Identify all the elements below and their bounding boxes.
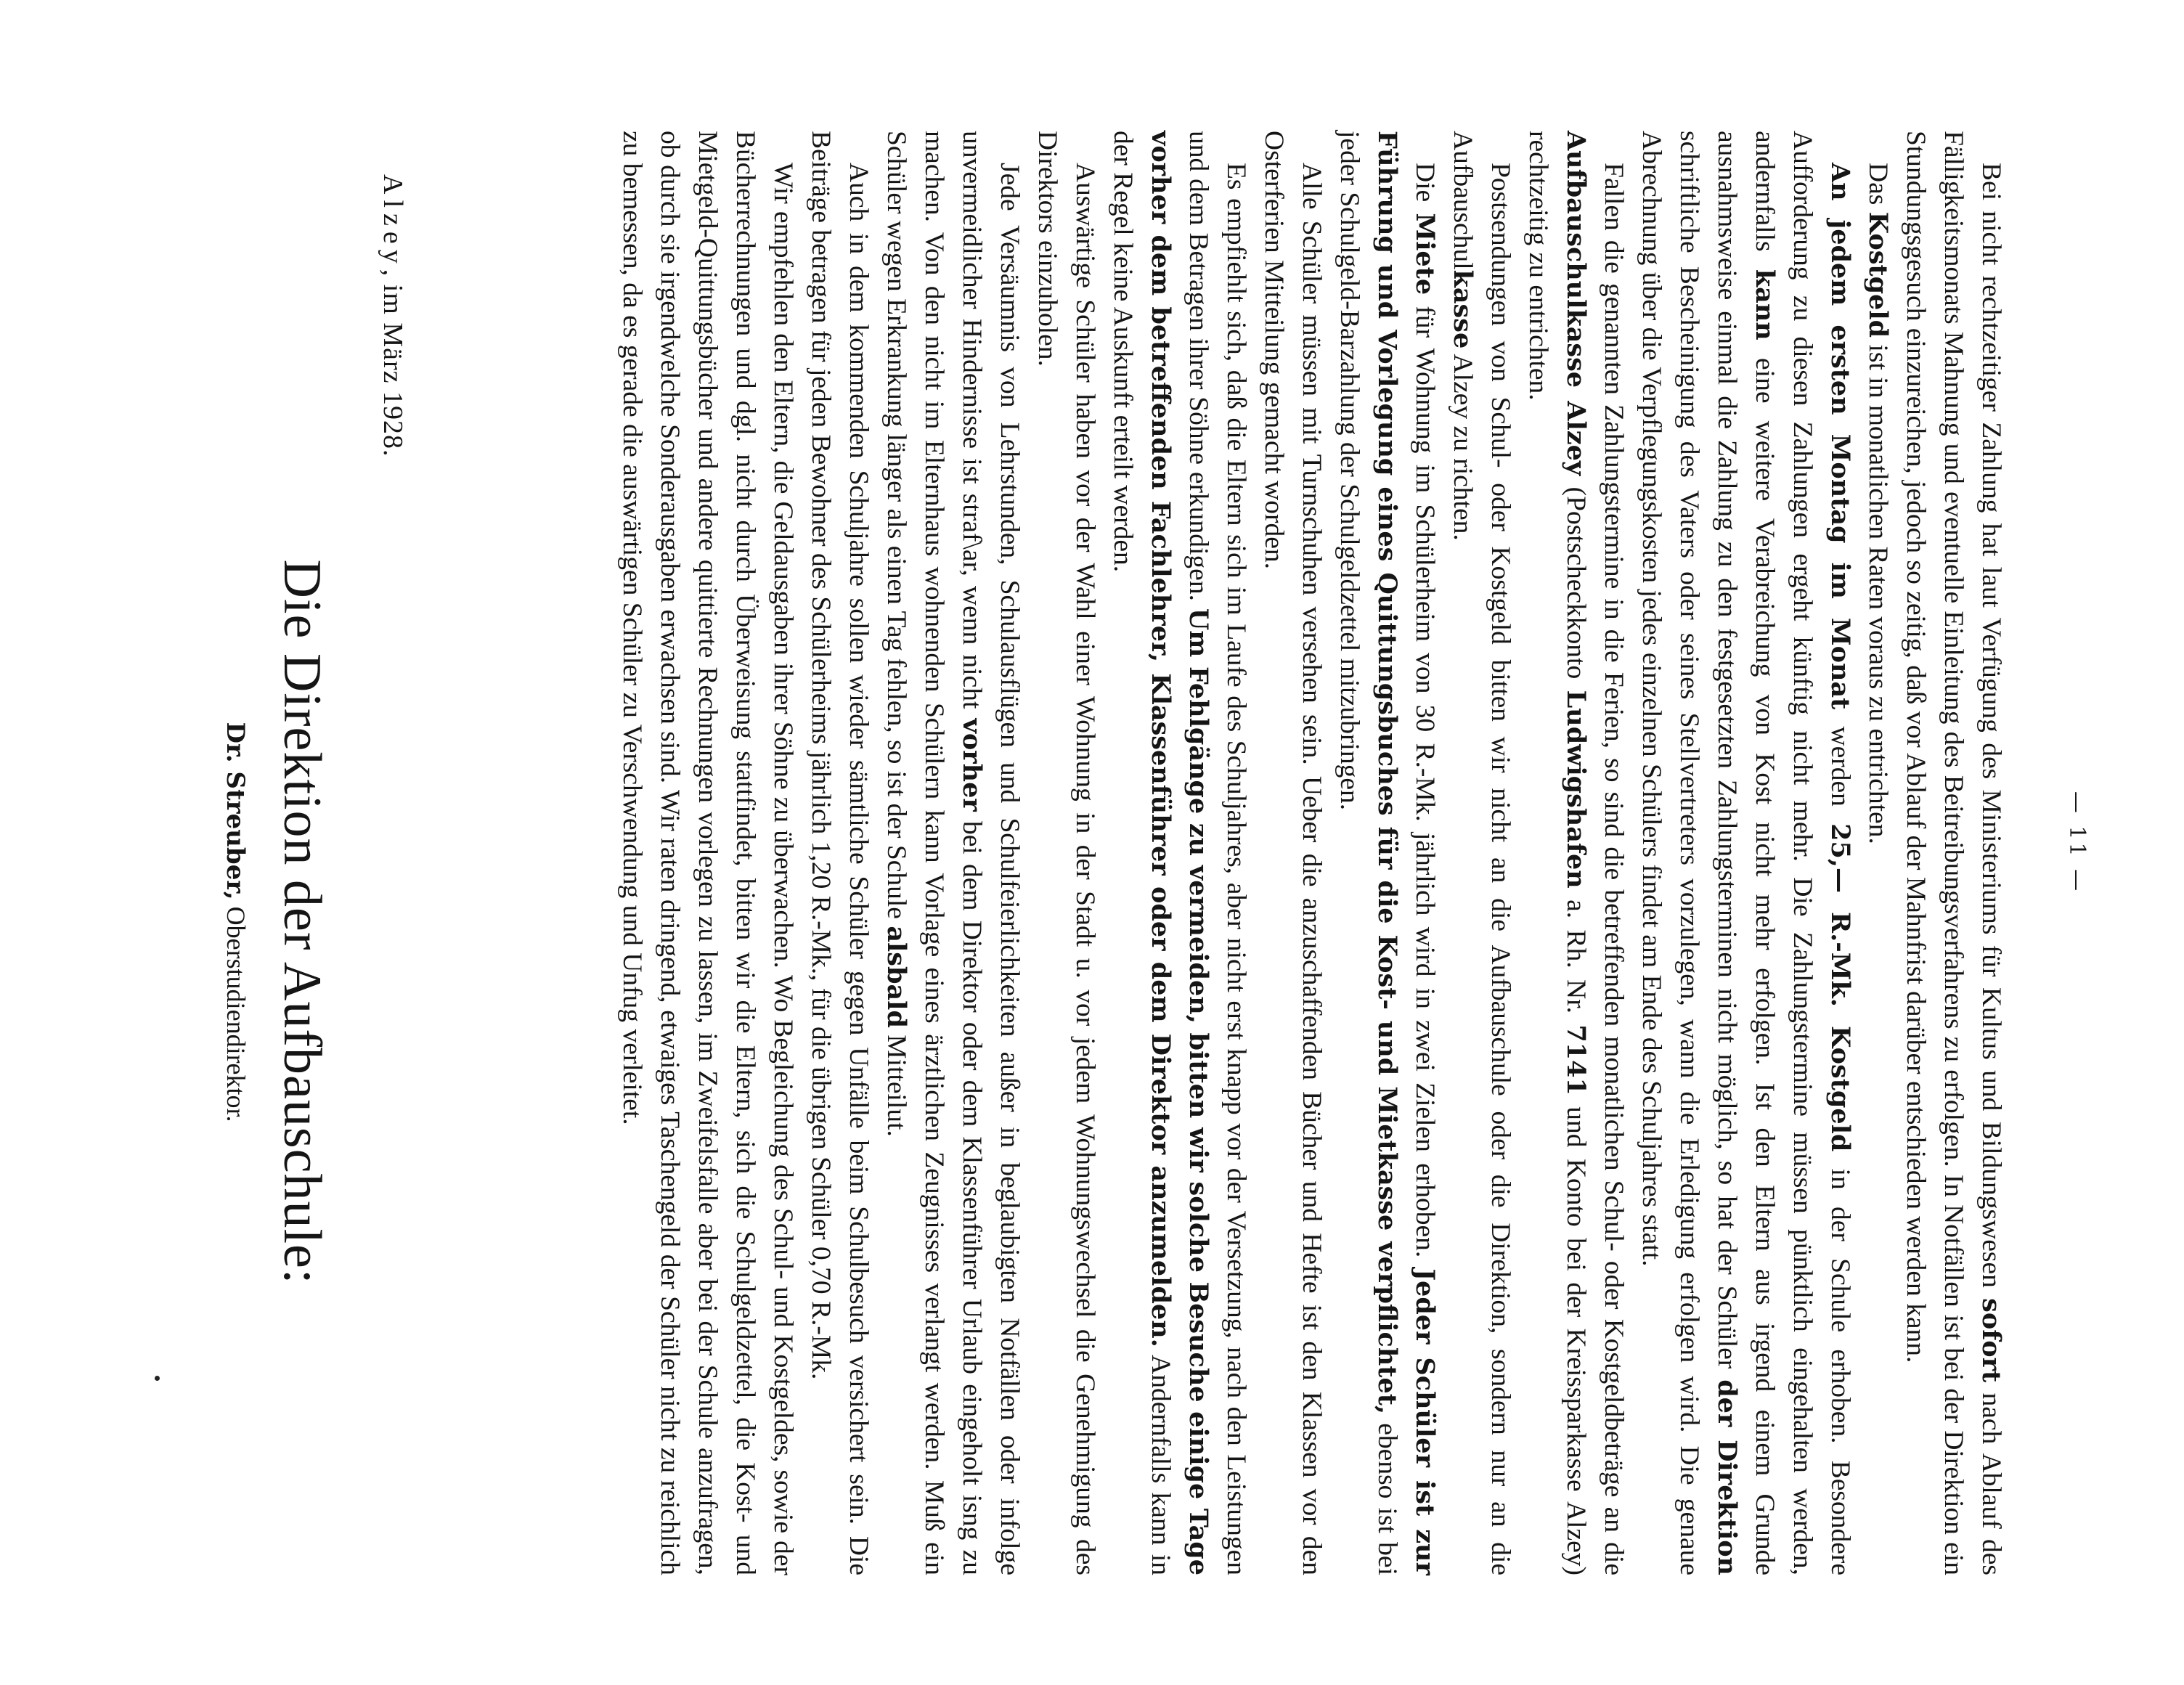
text-run: ebenso ist bei jeder Schulgeld-Barzahlung der Schulgeldzettel mitzubringen. [1335, 131, 1402, 1575]
bold-text: 7141 [1561, 1024, 1591, 1096]
bold-text: alsbald [881, 926, 911, 1028]
paragraph [1255, 131, 1330, 1575]
body-text [613, 131, 2010, 1575]
paragraph [1896, 131, 2010, 1575]
text-run: Es empfiehlt sich, daß die Eltern sich im Laufe des Schuljahres, aber nicht erst knapp vor der Versetzung, nach den Leistungen und dem Betragen ihrer Söhne erkundigen. [1183, 131, 1251, 1575]
paragraph [802, 131, 877, 1575]
paragraph [1028, 131, 1104, 1575]
text-run: werden [1825, 709, 1855, 824]
bold-text: kasse [1448, 269, 1478, 349]
bold-text: 25,— R.-Mk. Kostgeld [1825, 823, 1855, 1152]
paragraph [1519, 131, 1632, 1575]
text-run: (Postscheckkonto [1561, 476, 1591, 690]
signer-name: Dr. Streuber, [221, 722, 250, 900]
bold-text: Miete [1410, 213, 1440, 295]
bold-text: sofort [1976, 1298, 2006, 1383]
text-run: Fallen die genannten Zahlungstermine in die Ferien, so sind die betreffenden monatlichen Schul- oder Kostgeldbeträge an die [1599, 163, 1629, 1575]
place: Alzey [378, 174, 408, 269]
bold-text: vorher [957, 718, 987, 812]
text-run: nach Ablauf des Fälligkeitsmonats Mahnung und eventuelle Einleitung des Beitreibungsverfahrens zu erfolgen. In Notfällen ist bei der Direktion ein Stundungsgesuch einzureichen, jedoch so zeitig, daß vor Ablauf der Mahnfrist darüber entschieden werden kann. [1901, 131, 2006, 1575]
place-date-line [377, 174, 409, 457]
page-number: — 11 — [2064, 791, 2090, 894]
print-speck [155, 1376, 160, 1381]
text-run: in der Schule erhoben. Besondere Aufforderung zu diesen Zahlungen ergeht künftig nicht mehr. Die Zahlungstermine müssen pünktlich eingehalten werden, andernfalls [1750, 131, 1855, 1576]
text-run: Auswärtige Schüler haben vor der Wahl einer Wohnung in der Stadt u. vor jedem Wohnungswechsel die Genehmigung des Direktors einzuholen. [1032, 131, 1100, 1575]
text-run: Auch in dem kommenden Schuljahre sollen wieder sämtliche Schüler gegen Unfälle beim Schulbesuch versichert sein. Die Beiträge betragen für jeden Bewohner des Schülerheims jährlich 1,20 R.-Mk., für die übrigen Schüler 0,70 R.-Mk. [806, 131, 873, 1575]
text-run: Das [1863, 163, 1893, 212]
paragraph [1443, 131, 1519, 1575]
date: , im März 1928. [378, 269, 408, 457]
signer-role: Oberstudiendirektor. [221, 899, 250, 1122]
bold-text: Um Fehlgänge zu vermeiden, bitten wir solche Besuche einige Tage vorher dem betreffenden Fachlehrer, Klassenführer oder dem Direktor anzumelden. [1146, 131, 1213, 1575]
text-run: schriftliche Bescheinigung des Vaters oder seines Stellvertreters vorzulegen, wann die Erledigung erfolgen wird. Die genaue Abrechnung über die Verpflegungskosten jedes einzelnen Schülers findet am Ende des Schuljahres statt. [1637, 131, 1704, 1575]
paragraph [877, 131, 1028, 1575]
bold-text: Aufbauschulkasse Alzey [1561, 131, 1591, 476]
signer-line [221, 305, 251, 1539]
bold-text: kann [1750, 269, 1780, 340]
paragraph [1104, 131, 1255, 1575]
text-run: Wir empfehlen den Eltern, die Geldausgaben ihrer Söhne zu überwachen. Wo Begleichung des Schul- und Kostgeldes, sowie der Bücherrechnungen und dgl. nicht durch Überweisung stattfindet, bitten wir die Eltern, sich die Schulgeldzettel, die Kost- und Mietgeld-Quittungsbücher und andere quittierte Rechnungen vorlegen zu lassen, im Zweifelsfalle aber bei der Schule anzufragen, ob durch sie irgendwelche Sonderausgaben erwachsen sind. Wir raten dringend, etwaiges Taschengeld der Schüler nicht zu reichlich zu bemessen, da es gerade die auswärtigen Schüler zu Verschwendung und Unfug verleitet. [617, 131, 798, 1575]
text-run: eine weitere Verabreichung von Kost nicht mehr erfolgen. Ist den Eltern aus irgend einem Grunde ausnahmsweise einmal die Zahlung zu den festgesetzten Zahlungsterminen nicht möglich, so hat der Schüler [1712, 131, 1780, 1576]
text-run: Die [1410, 163, 1440, 213]
paragraph [1330, 131, 1443, 1575]
paragraph [1632, 131, 1859, 1575]
text-run: und Konto bei der Kreissparkasse Alzey) rechtzeitig zu entrichten. [1523, 131, 1591, 1575]
bold-text: Kostgeld [1863, 211, 1893, 338]
text-run: Bei nicht rechtzeitiger Zahlung hat laut Verfügung des Ministeriums für Kultus und Bildungswesen [1976, 163, 2006, 1299]
text-run: ist in monatlichen Raten voraus zu entrichten. [1863, 338, 1893, 844]
text-run: a. Rh. Nr. [1561, 888, 1591, 1025]
text-run: Alle Schüler müssen mit Turnschuhen versehen sein. Ueber die anzuschaffenden Bücher und Hefte ist den Klassen vor den Osterferien Mitteilung gemacht worden. [1259, 131, 1327, 1575]
text-run: Jede Versäumnis von Lehrstunden, Schulausflügen und Schulfeierlichkeiten außer in beglaubigten Notfällen oder infolge unvermeidlicher Hindernisse ist straf\ar, wenn nicht [957, 131, 1024, 1575]
bold-text: der Direktion [1712, 1379, 1742, 1575]
paragraph [613, 131, 802, 1575]
bold-text: Ludwigshafen [1561, 690, 1591, 889]
text-run: Mitteilut. [881, 1027, 911, 1137]
text-run: bei dem Direktor oder dem Klassenführer Urlaub eingeholt isng zu machen. Von den nicht im Elternhaus wohnenden Schülern kann Vorlage eines ärztlichen Zeugnisses verlangt werden. Muß ein Schüler wegen Erkrankung länger als einen Tag fehlen, so ist der Schule [881, 131, 987, 1575]
text-run: Alzey zu richten. [1448, 348, 1478, 541]
text-run: Postsendungen von Schul- oder Kostgeld bitten wir nicht an die Aufbauschule oder die Direktion, sondern nur an die Aufbauschul [1448, 131, 1515, 1575]
text-run: Andernfalls kann in der Regel keine Auskunft erteilt werden. [1108, 131, 1175, 1575]
signature-title: Die Direktion der Aufbauschule: [272, 559, 332, 1285]
text-run: für Wohnung im Schülerheim von 30 R.-Mk. jährlich wird in zwei Zielen erhoben. [1410, 295, 1440, 1269]
paragraph [1859, 131, 1896, 1575]
bold-text: An jedem ersten Montag im Monat [1825, 163, 1855, 710]
bold-text: Jeder Schüler ist zur Führung und Vorlegung eines Quittungsbuches für die Kost- und Mietkasse verpflichtet, [1372, 131, 1440, 1575]
